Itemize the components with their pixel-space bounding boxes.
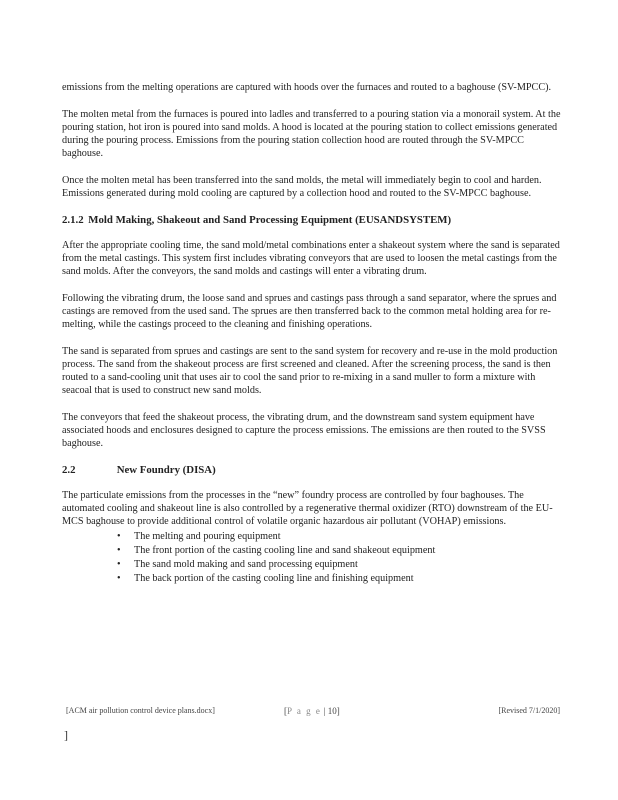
list-item: • The melting and pouring equipment — [134, 530, 562, 544]
section-number: 2.2 — [62, 464, 76, 476]
list-item: • The back portion of the casting cooling line and finishing equipment — [134, 572, 562, 586]
stray-bracket: ] — [64, 728, 68, 742]
paragraph-sand-separator: Following the vibrating drum, the loose sand and sprues and castings pass through a sand separator, where the sprues and castings are removed from the used sand. The sprues are then transferred back to the common metal holding area for re-melting, while the castings proceed to the cleaning and finishing operations. — [62, 293, 557, 330]
footer-filename: [ACM air pollution control device plans.docx] — [66, 706, 215, 715]
page-label: P a g e — [287, 706, 322, 716]
section-title: Mold Making, Shakeout and Sand Processing Equipment (EUSANDSYSTEM) — [88, 214, 452, 226]
section-heading-2-2 — [62, 464, 562, 477]
section-title: New Foundry (DISA) — [116, 464, 216, 476]
paragraph-melting-emissions: emissions from the melting operations are captured with hoods over the furnaces and routed to a baghouse (SV-MPCC). — [62, 82, 552, 93]
paragraph-shakeout: After the appropriate cooling time, the sand mold/metal combinations enter a shakeout system where the sand is separated from the metal castings. This system first includes vibrating conveyors that are used to loosen the metal castings from the sand molds. After the conveyors, the sand molds and castings will enter a vibrating drum. — [62, 240, 560, 277]
paragraph-sand-recovery: The sand is separated from sprues and castings are sent to the sand system for recovery and re-use in the mold production process. The sand from the shakeout process are first screened and cleaned. After the screening process, the sand is then routed to a sand-cooling unit that uses air to cool the sand prior to re-mixing in a sand muller to form a mixture with seacoal that is used to construct new sand molds. — [62, 346, 558, 396]
footer-page-number: [P a g e | 10] — [284, 706, 340, 716]
list-item: • The sand mold making and sand processing equipment — [134, 558, 562, 572]
baghouse-list — [62, 530, 562, 586]
page-number: 10 — [327, 706, 337, 716]
section-number: 2.1.2 — [62, 214, 84, 226]
paragraph-conveyors: The conveyors that feed the shakeout process, the vibrating drum, and the downstream sand system equipment have associated hoods and enclosures designed to capture the process emissions. The emissions are then routed to the SVSS baghouse. — [62, 412, 546, 449]
section-heading-2-1-2 — [62, 214, 562, 227]
list-item: • The front portion of the casting cooling line and sand shakeout equipment — [134, 544, 562, 558]
page-body — [62, 81, 562, 586]
paragraph-pouring: The molten metal from the furnaces is poured into ladles and transferred to a pouring station via a monorail system. At the pouring station, hot iron is poured into sand molds. A hood is located at the pouring station to collect emissions generated during the pouring process. Emissions from the pouring station collection hood are routed through the SV-MPCC baghouse. — [62, 109, 561, 159]
footer-revised-date: [Revised 7/1/2020] — [498, 706, 560, 715]
page-footer — [66, 706, 560, 720]
paragraph-mold-cooling: Once the molten metal has been transferred into the sand molds, the metal will immediately begin to cool and harden. Emissions generated during mold cooling are captured by a collection hood and routed to the SV-MPCC baghouse. — [62, 175, 542, 199]
paragraph-new-foundry: The particulate emissions from the processes in the “new” foundry process are controlled by four baghouses. The automated cooling and shakeout line is also controlled by a regenerative thermal oxidizer (RTO) downstream of the EU-MCS baghouse to provide additional control of volatile organic hazardous air pollutant (VOHAP) emissions. — [62, 490, 553, 527]
